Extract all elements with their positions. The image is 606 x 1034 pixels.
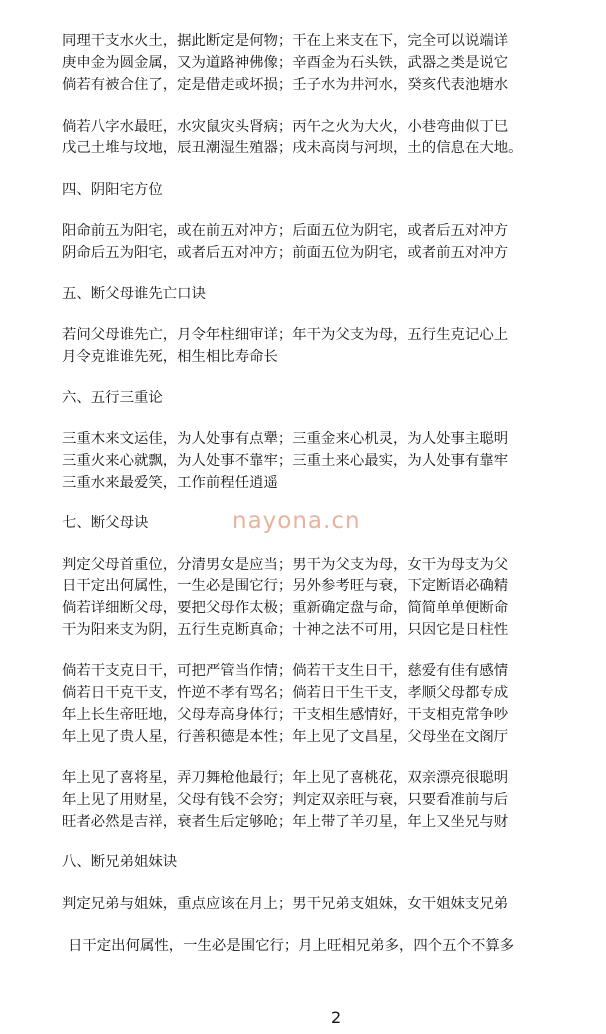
text-line: 倘若有被合住了，定是借走或坏损；壬子水为井河水，癸亥代表池塘水 — [62, 77, 509, 93]
text-line: 干为阳来支为阴，五行生克断真命；十神之法不可用，只因它是日柱性 — [62, 622, 509, 638]
section-heading: 八、断兄弟姐妹诀 — [62, 854, 178, 870]
text-line: 庚申金为圆金属，又为道路神佛像；辛酉金为石头铁，武器之类是说它 — [62, 55, 509, 71]
text-line: 同理干支水火土，据此断定是何物；干在上来支在下，完全可以说端详 — [62, 33, 509, 49]
section-heading: 四、阴阳宅方位 — [62, 182, 163, 198]
text-line: 倘若日干克干支，忤逆不孝有骂名；倘若日干生干支，孝顺父母都专成 — [62, 685, 509, 701]
text-line: 旺者必然是吉祥，衰者生后定够呛；年上带了羊刃星，年上又坐兄与财 — [62, 814, 509, 830]
text-line: 若问父母谁先亡，月令年柱细审详；年干为父支为母，五行生克记心上 — [62, 327, 509, 343]
text-line: 三重水来最爱笑，工作前程任逍遥 — [62, 475, 278, 491]
text-line: 三重火来心就飘，为人处事不靠牢；三重土来心最实，为人处事有靠牢 — [62, 453, 509, 469]
text-line: 三重木来文运佳，为人处事有点犟；三重金来心机灵，为人处事主聪明 — [62, 431, 509, 447]
text-line: 倘若干支克日干，可把严管当作情；倘若干支生日干，慈爱有佳有感情 — [62, 663, 509, 679]
text-line: 阴命后五为阳宅，或者后五对冲方；前面五位为阴宅，或者前五对冲方 — [62, 245, 509, 261]
text-line: 年上见了用财星，父母有钱不会穷；判定双亲旺与衰，只要看准前与后 — [62, 792, 509, 808]
section-heading: 五、断父母谁先亡口诀 — [62, 286, 206, 302]
text-line: 判定兄弟与姐妹，重点应该在月上；男干兄弟支姐妹，女干姐妹支兄弟 — [62, 896, 509, 912]
text-line: 年上见了喜将星，弄刀舞枪他最行；年上见了喜桃花，双亲漂亮很聪明 — [62, 770, 509, 786]
page-number: 2 — [331, 1008, 342, 1027]
text-line: 倘若详细断父母，要把父母作太极；重新确定盘与命，简简单单便断命 — [62, 600, 509, 616]
text-line: 月令克谁谁先死，相生相比寿命长 — [62, 349, 278, 365]
text-line: 日干定出何属性，一生必是围它行；月上旺相兄弟多，四个五个不算多 — [68, 938, 515, 954]
text-line: 阳命前五为阳宅，或在前五对冲方；后面五位为阴宅，或者后五对冲方 — [62, 223, 509, 239]
text-line: 年上长生帝旺地，父母寿高身体行；干支相生感情好，干支相克常争吵 — [62, 707, 509, 723]
section-heading: 六、五行三重论 — [62, 390, 163, 406]
text-line: 日干定出何属性，一生必是围它行；另外参考旺与衰，下定断语必确精 — [62, 578, 509, 594]
section-heading: 七、断父母诀 — [62, 515, 149, 531]
text-line: 倘若八字水最旺，水灾鼠灾头肾病；丙午之火为大火，小巷弯曲似丁巳 — [62, 119, 509, 135]
text-line: 年上见了贵人星，行善积德是本性；年上见了文昌星，父母坐在文阁厅 — [62, 729, 509, 745]
watermark: nayona.cn — [232, 508, 361, 534]
text-line: 戊己土堆与坟地，辰丑潮湿生殖器；戌未高岗与河坝，土的信息在大地。 — [62, 140, 523, 156]
text-line: 判定父母首重位，分清男女是应当；男干为父支为母，女干为母支为父 — [62, 557, 509, 573]
